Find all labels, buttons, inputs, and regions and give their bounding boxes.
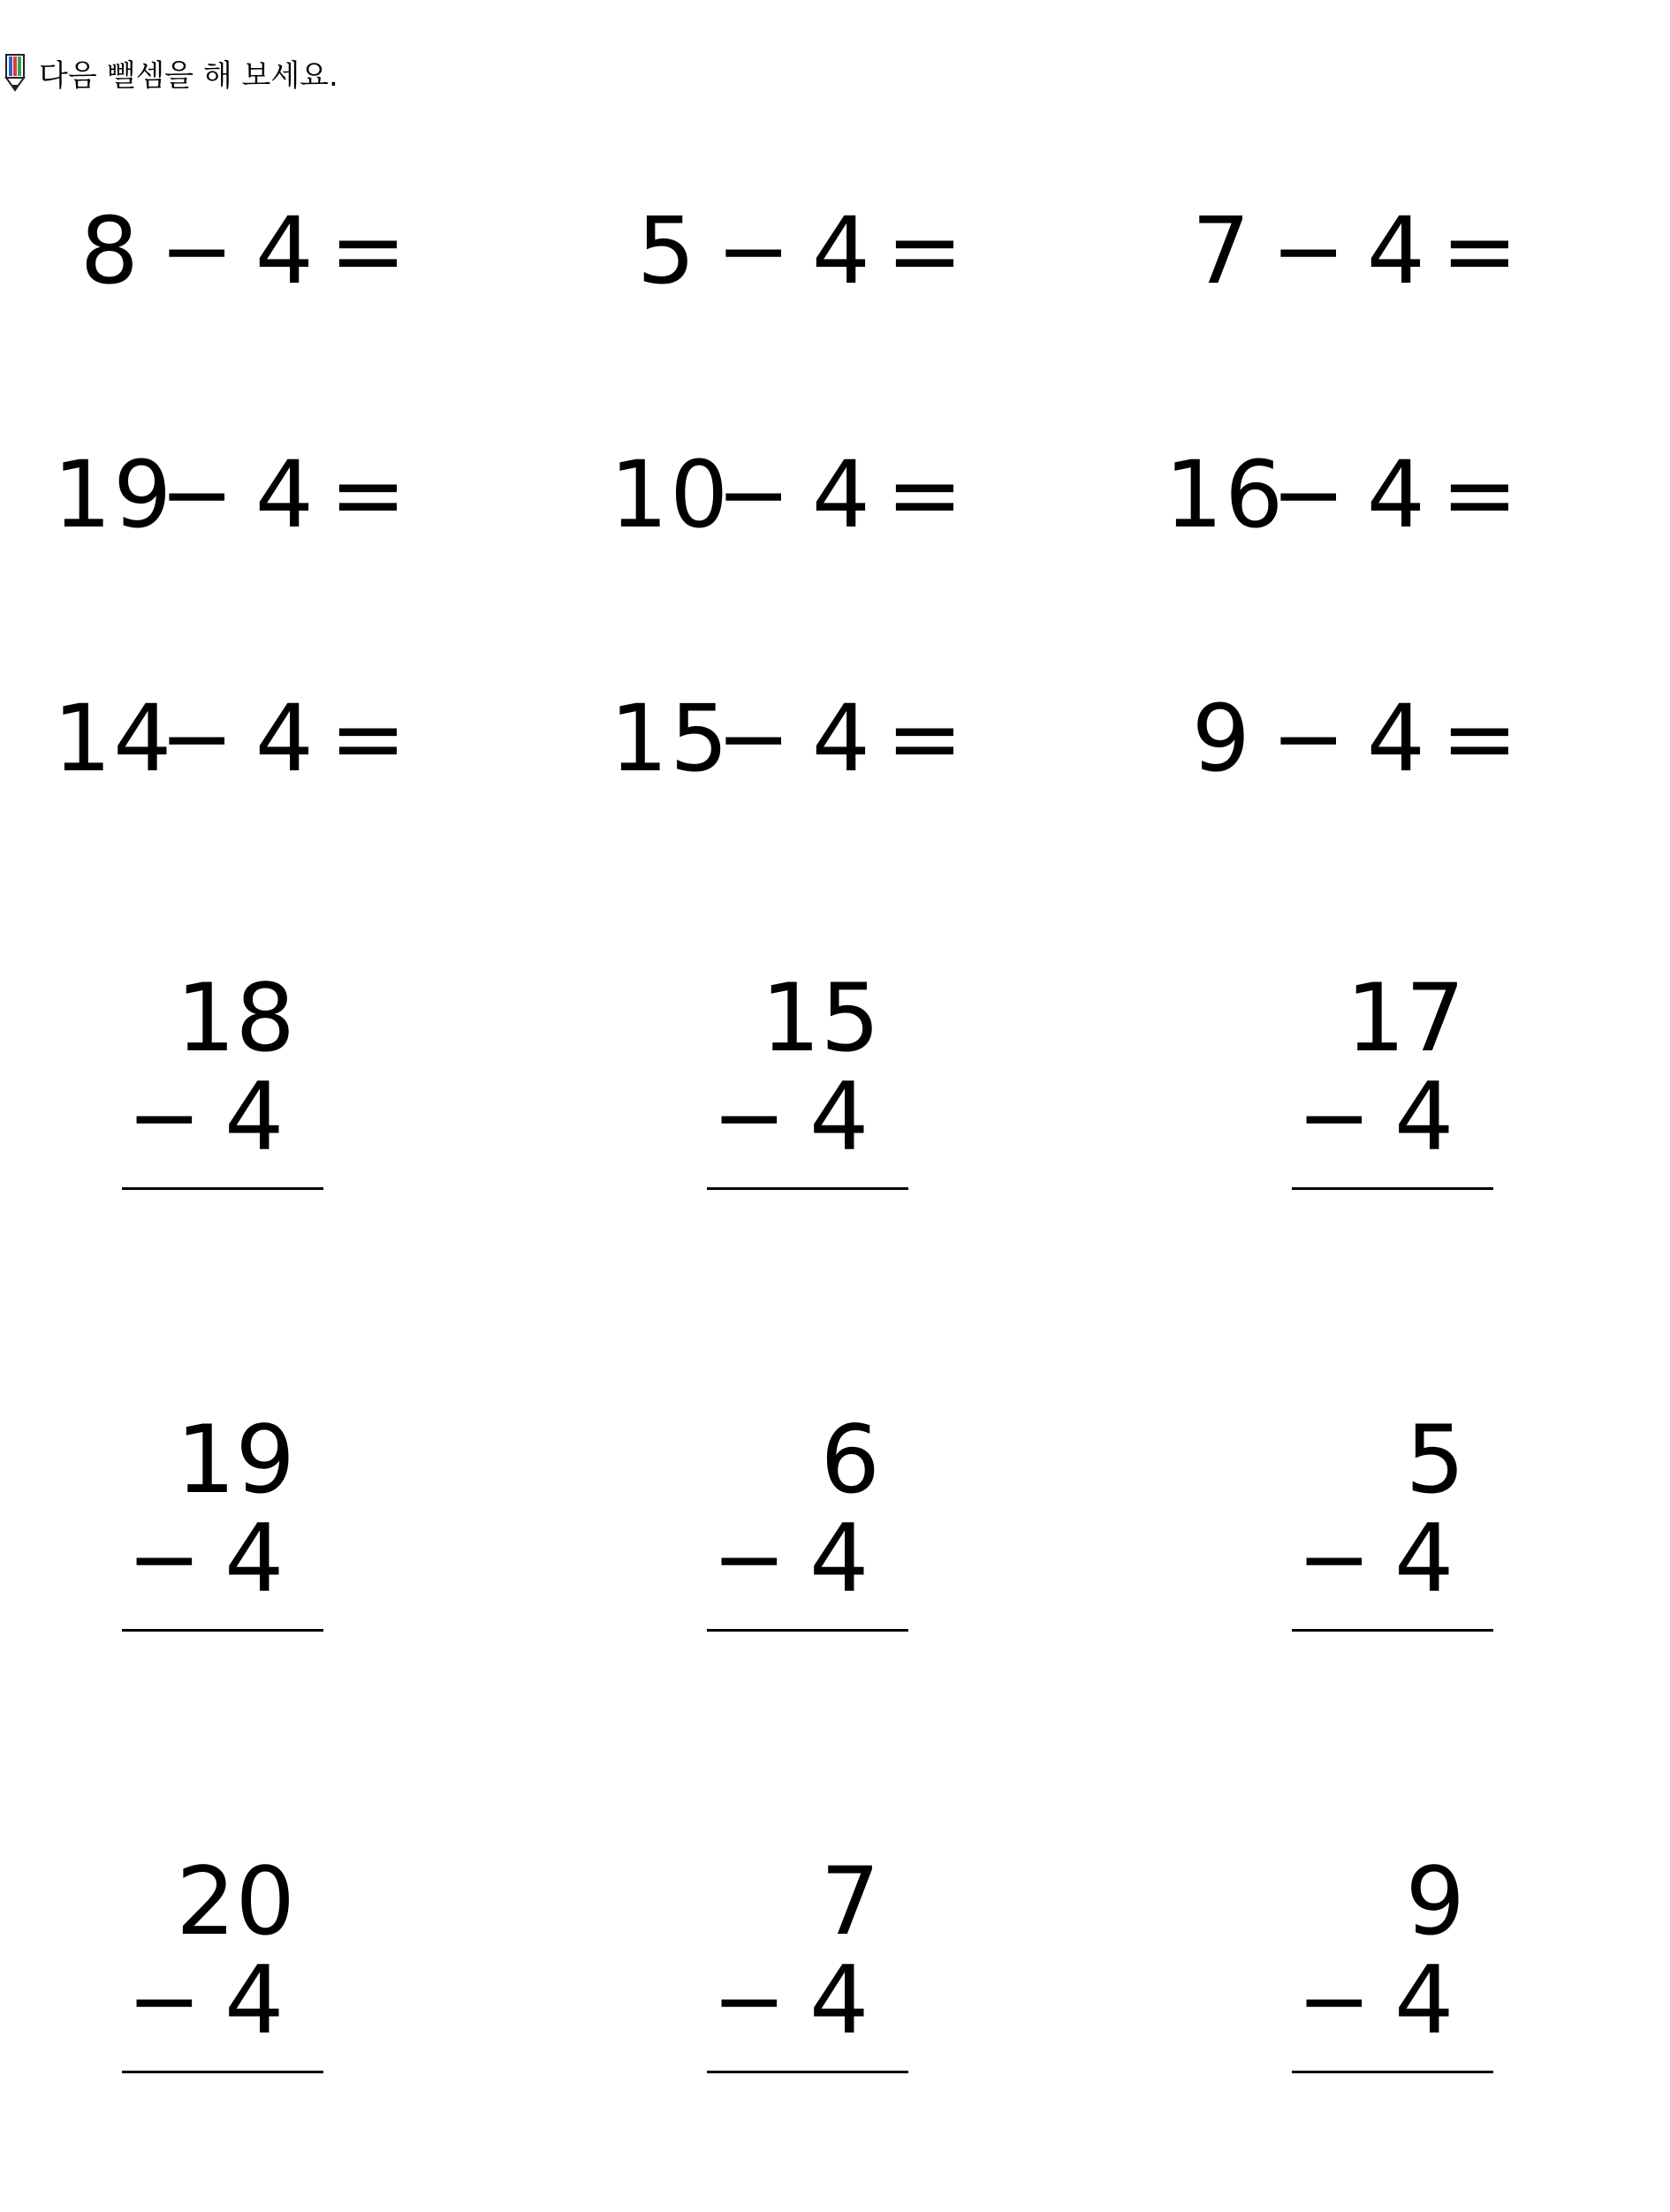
minuend: 8 <box>80 197 140 305</box>
subtrahend: 4 <box>224 1946 285 2055</box>
answer-line <box>1292 1629 1493 1632</box>
equals-sign: = <box>885 441 965 549</box>
horizontal-problem <box>610 677 965 800</box>
minuend: 9 <box>1405 1847 1465 1956</box>
minuend: 16 <box>1165 441 1286 549</box>
answer-line <box>122 1629 323 1632</box>
instruction-text: 다음 뺄셈을 해 보세요. <box>39 57 338 94</box>
minus-sign: − <box>712 1507 786 1610</box>
horizontal-problem <box>53 677 408 800</box>
minus-sign: − <box>127 1507 201 1610</box>
instruction <box>4 51 338 94</box>
subtrahend: 4 <box>811 685 872 792</box>
minuend: 19 <box>53 441 174 549</box>
vertical-problem <box>1292 1405 1504 1617</box>
minus-sign: − <box>1297 1949 1371 2052</box>
minus-sign: − <box>159 686 236 790</box>
minuend: 15 <box>761 964 880 1072</box>
answer-line <box>122 1187 323 1190</box>
equals-sign: = <box>329 441 408 549</box>
horizontal-problem <box>610 433 965 557</box>
answer-line <box>707 2071 908 2073</box>
minuend: 19 <box>176 1405 295 1514</box>
pencil-icon <box>4 53 27 92</box>
minuend: 5 <box>1405 1405 1465 1514</box>
vertical-problem <box>707 1405 919 1617</box>
equals-sign: = <box>885 197 965 305</box>
subtrahend: 4 <box>1366 685 1427 792</box>
subtrahend: 4 <box>809 1946 869 2055</box>
vertical-problem <box>1292 1847 1504 2058</box>
minus-sign: − <box>712 1065 786 1169</box>
vertical-problem <box>1292 964 1504 1175</box>
horizontal-problem <box>53 433 408 557</box>
minuend: 6 <box>820 1405 880 1514</box>
subtrahend: 4 <box>1394 1504 1454 1613</box>
minuend: 5 <box>636 197 697 305</box>
minuend: 15 <box>610 685 731 792</box>
minuend: 9 <box>1191 685 1252 792</box>
horizontal-problem <box>1165 189 1520 313</box>
horizontal-problem <box>1165 433 1520 557</box>
minus-sign: − <box>716 443 793 546</box>
vertical-problem <box>122 1405 334 1617</box>
subtrahend: 4 <box>1366 441 1427 549</box>
vertical-problem <box>707 964 919 1175</box>
answer-line <box>122 2071 323 2073</box>
minus-sign: − <box>1297 1065 1371 1169</box>
minuend: 20 <box>176 1847 295 1956</box>
answer-line <box>1292 1187 1493 1190</box>
horizontal-problem <box>53 189 408 313</box>
subtrahend: 4 <box>224 1504 285 1613</box>
minuend: 14 <box>53 685 174 792</box>
minus-sign: − <box>716 199 793 302</box>
answer-line <box>707 1629 908 1632</box>
vertical-problem <box>707 1847 919 2058</box>
subtrahend: 4 <box>809 1063 869 1171</box>
minus-sign: − <box>1271 686 1347 790</box>
answer-line <box>1292 2071 1493 2073</box>
subtrahend: 4 <box>254 441 315 549</box>
subtrahend: 4 <box>811 197 872 305</box>
equals-sign: = <box>885 685 965 792</box>
minuend: 7 <box>820 1847 880 1956</box>
minus-sign: − <box>1271 443 1347 546</box>
subtrahend: 4 <box>224 1063 285 1171</box>
equals-sign: = <box>1440 441 1520 549</box>
minus-sign: − <box>159 199 236 302</box>
minuend: 10 <box>610 441 731 549</box>
answer-line <box>707 1187 908 1190</box>
minuend: 18 <box>176 964 295 1072</box>
minus-sign: − <box>716 686 793 790</box>
minuend: 7 <box>1191 197 1252 305</box>
minus-sign: − <box>127 1949 201 2052</box>
equals-sign: = <box>329 685 408 792</box>
subtrahend: 4 <box>1394 1063 1454 1171</box>
minus-sign: − <box>1271 199 1347 302</box>
subtrahend: 4 <box>254 197 315 305</box>
minus-sign: − <box>159 443 236 546</box>
equals-sign: = <box>1440 197 1520 305</box>
minus-sign: − <box>127 1065 201 1169</box>
equals-sign: = <box>329 197 408 305</box>
subtrahend: 4 <box>1366 197 1427 305</box>
equals-sign: = <box>1440 685 1520 792</box>
minuend: 17 <box>1346 964 1465 1072</box>
vertical-problem <box>122 1847 334 2058</box>
subtrahend: 4 <box>809 1504 869 1613</box>
minus-sign: − <box>1297 1507 1371 1610</box>
horizontal-problem <box>1165 677 1520 800</box>
minus-sign: − <box>712 1949 786 2052</box>
vertical-problem <box>122 964 334 1175</box>
subtrahend: 4 <box>1394 1946 1454 2055</box>
subtrahend: 4 <box>811 441 872 549</box>
subtrahend: 4 <box>254 685 315 792</box>
horizontal-problem <box>610 189 965 313</box>
